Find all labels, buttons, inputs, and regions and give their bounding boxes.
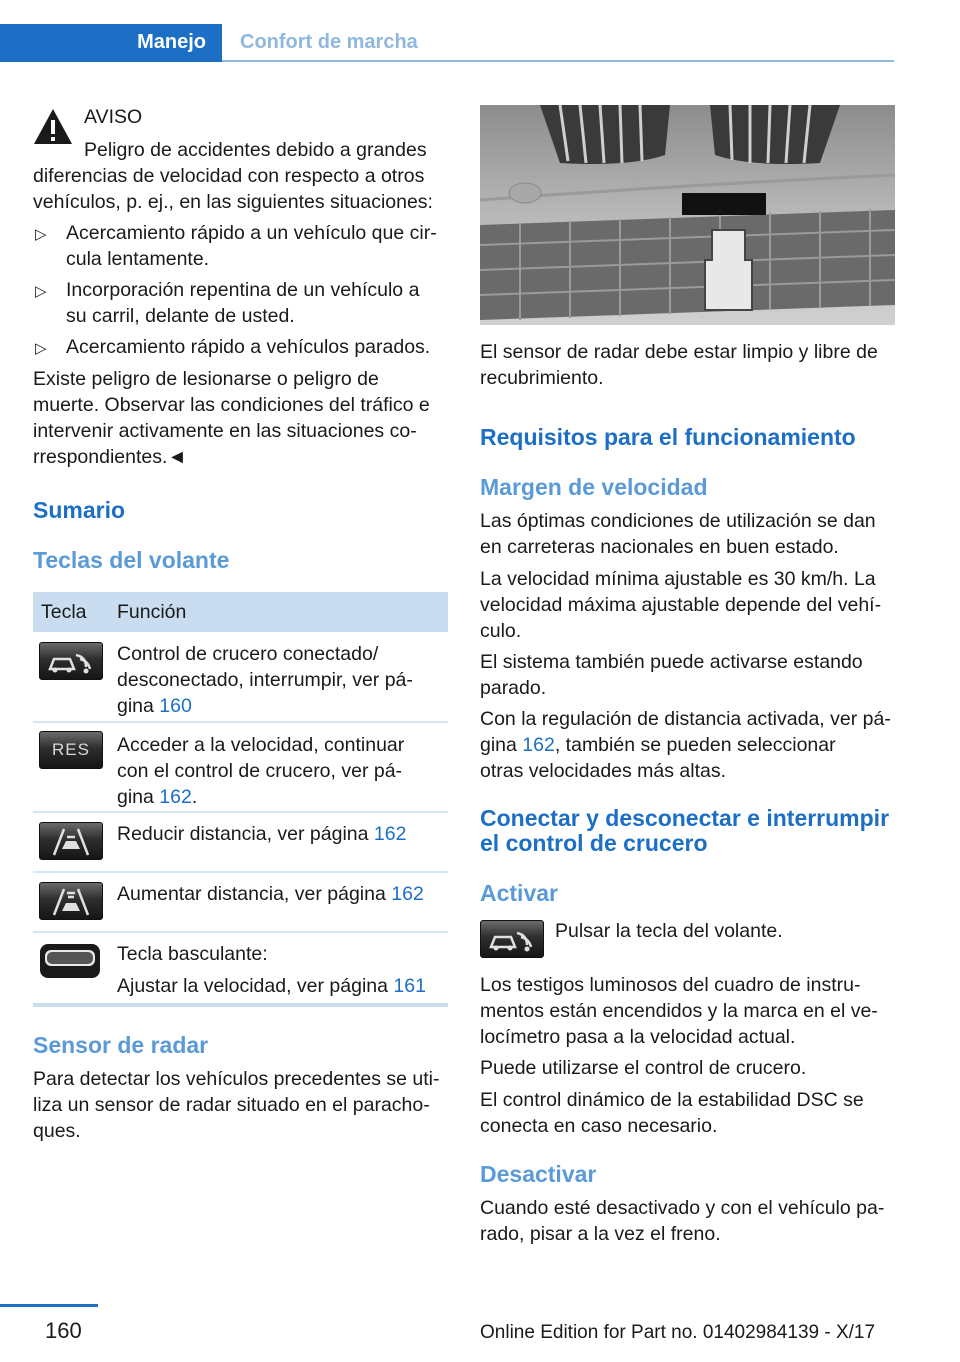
reduce-distance-icon <box>39 822 103 860</box>
row1-text-3 <box>117 693 192 719</box>
heading-teclas-volante: Teclas del volante <box>33 547 230 573</box>
bullet-marker-icon: ▷ <box>35 340 47 357</box>
subsection-label: Confort de marcha <box>240 31 418 53</box>
bullet-marker-icon: ▷ <box>35 283 47 300</box>
activar-text-1: Los testigos luminosos del cuadro de instru- <box>480 974 861 996</box>
page-link-162[interactable]: 162 <box>373 823 407 845</box>
margin-text-4: velocidad máxima ajustable depende del vehí- <box>480 594 882 616</box>
row-divider <box>33 931 448 933</box>
row3-text <box>117 821 406 847</box>
heading-sensor-radar: Sensor de radar <box>33 1032 209 1058</box>
radar-text-3: ques. <box>33 1120 81 1142</box>
warning-title: AVISO <box>84 106 143 128</box>
heading-desactivar: Desactivar <box>480 1161 597 1187</box>
margin-text-8: Con la regulación de distancia activada, ver pá- <box>480 708 891 730</box>
section-label: Manejo <box>137 31 206 53</box>
bullet-text: Incorporación repentina de un vehículo a <box>66 279 420 301</box>
margin-text-6: El sistema también puede activarse estando <box>480 651 863 673</box>
row-divider <box>33 871 448 873</box>
row2-text-period: . <box>191 786 198 808</box>
page-link-161[interactable]: 161 <box>393 975 426 997</box>
page-number: 160 <box>45 1318 82 1343</box>
activar-text-5: El control dinámico de la estabilidad DSC se <box>480 1089 864 1111</box>
row-divider <box>33 811 448 813</box>
heading-conectar-2: el control de crucero <box>480 830 708 856</box>
warning-text-2: diferencias de velocidad con respecto a otros <box>33 165 425 187</box>
row5-text-2 <box>117 973 426 999</box>
column-header-funcion: Función <box>117 601 187 623</box>
photo-caption-2: recubrimiento. <box>480 367 604 389</box>
bullet-text: Acercamiento rápido a vehículos parados. <box>66 336 431 358</box>
activar-text: Pulsar la tecla del volante. <box>555 920 783 942</box>
row-divider <box>33 721 448 723</box>
warning-text-1: Peligro de accidentes debido a grandes <box>84 139 427 161</box>
row1-text-1: Control de crucero conectado/ <box>117 643 379 665</box>
row2-text-gina: gina <box>117 786 160 808</box>
page-link-162[interactable]: 162 <box>522 734 555 756</box>
row1-text-2: desconectado, interrumpir, ver pá- <box>117 669 413 691</box>
increase-distance-icon <box>39 882 103 920</box>
activar-text-6: conecta en caso necesario. <box>480 1115 718 1137</box>
heading-requisitos: Requisitos para el funcionamiento <box>480 424 856 450</box>
heading-conectar-1: Conectar y desconectar e interrumpir <box>480 805 890 831</box>
activar-text-2: mentos están encendidos y la marca en el ve- <box>480 1000 878 1022</box>
radar-text-2: liza un sensor de radar situado en el paracho- <box>33 1094 430 1116</box>
desactivar-text-2: rado, pisar a la vez el freno. <box>480 1223 721 1245</box>
row4-text-label: Aumentar distancia, ver página <box>117 883 392 905</box>
margin-text-1: Las óptimas condiciones de utilización se dan <box>480 510 876 532</box>
column-header-tecla: Tecla <box>41 601 87 623</box>
bullet-text: Acercamiento rápido a un vehículo que cir- <box>66 222 437 244</box>
res-key-label: RES <box>52 740 90 759</box>
warning-after-4: rrespondientes.◄ <box>33 446 187 468</box>
page-link-162[interactable]: 162 <box>391 883 424 905</box>
warning-after-1: Existe peligro de lesionarse o peligro de <box>33 368 379 390</box>
footer-rule <box>0 1304 98 1307</box>
activar-text-3: locímetro pasa a la velocidad actual. <box>480 1026 796 1048</box>
page-link-162[interactable]: 162 <box>159 786 192 808</box>
bullet-marker-icon: ▷ <box>35 226 47 243</box>
heading-sumario: Sumario <box>33 497 126 523</box>
margin-text-gina: gina <box>480 734 523 756</box>
warning-after-2: muerte. Observar las condiciones del tráfico e <box>33 394 430 416</box>
margin-text-2: en carreteras nacionales en buen estado. <box>480 536 839 558</box>
radar-sensor-photo <box>480 105 895 325</box>
row2-text-2: con el control de crucero, ver pá- <box>117 760 403 782</box>
section-tab <box>0 24 222 62</box>
margin-text-5: culo. <box>480 620 522 642</box>
page-link-160[interactable]: 160 <box>159 695 192 717</box>
row5-text-1: Tecla basculante: <box>117 943 268 965</box>
photo-caption-1: El sensor de radar debe estar limpio y libre de <box>480 341 878 363</box>
warning-after-3: intervenir activamente en las situaciones co- <box>33 420 417 442</box>
row5-text-label: Ajustar la velocidad, ver página <box>117 975 394 997</box>
cruise-control-icon <box>39 642 103 680</box>
margin-text-9 <box>480 732 836 758</box>
heading-activar: Activar <box>480 880 558 906</box>
row4-text <box>117 881 424 907</box>
bullet-text: su carril, delante de usted. <box>66 305 295 327</box>
res-key-icon <box>39 731 103 769</box>
row3-text-label: Reducir distancia, ver página <box>117 823 374 845</box>
margin-text-tail: , también se pueden seleccionar <box>554 734 836 756</box>
header-rule <box>222 60 894 62</box>
activar-text-4: Puede utilizarse el control de crucero. <box>480 1057 807 1079</box>
row2-text-3 <box>117 784 197 810</box>
row2-text-1: Acceder a la velocidad, continuar <box>117 734 405 756</box>
margin-text-7: parado. <box>480 677 547 699</box>
warning-text-3: vehículos, p. ej., en las siguientes situaciones: <box>33 191 433 213</box>
bullet-text: cula lentamente. <box>66 248 210 270</box>
margin-text-10: otras velocidades más altas. <box>480 760 727 782</box>
table-header <box>33 592 448 632</box>
radar-text-1: Para detectar los vehículos precedentes se uti- <box>33 1068 440 1090</box>
margin-text-3: La velocidad mínima ajustable es 30 km/h. La <box>480 568 876 590</box>
running-header <box>0 24 960 62</box>
cruise-control-icon <box>480 920 544 958</box>
row1-text-gina: gina <box>117 695 160 717</box>
rocker-switch-icon <box>39 942 103 980</box>
warning-triangle-icon <box>33 108 73 146</box>
edition-footer: Online Edition for Part no. 01402984139 - X/17 <box>480 1322 876 1343</box>
desactivar-text-1: Cuando esté desactivado y con el vehículo pa- <box>480 1197 885 1219</box>
table-bottom-rule <box>33 1003 448 1007</box>
heading-margen-velocidad: Margen de velocidad <box>480 474 708 500</box>
